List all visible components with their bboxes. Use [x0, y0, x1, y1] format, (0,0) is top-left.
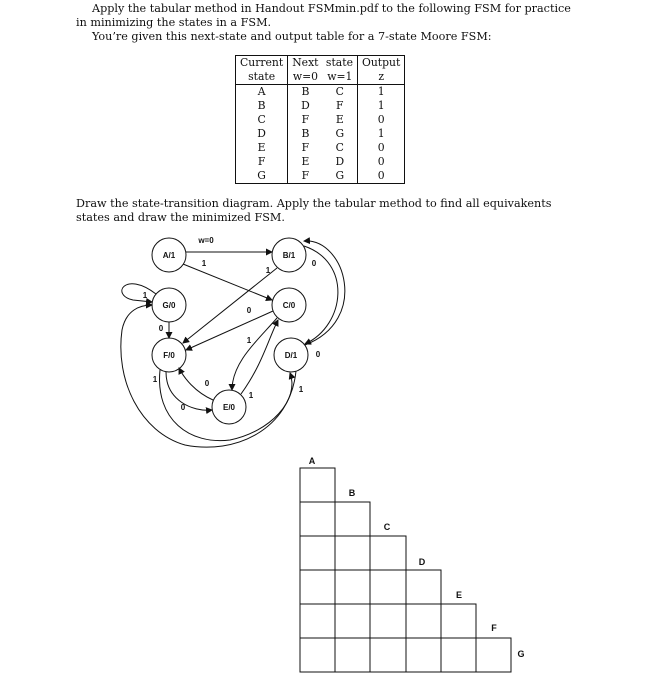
edge-label: 0 — [246, 306, 252, 315]
grid-label-g: G — [517, 649, 525, 659]
edge-label: 0 — [158, 324, 164, 333]
header-state: state — [236, 70, 288, 85]
grid-label-f: F — [491, 623, 497, 633]
edge-label: 1 — [248, 391, 254, 400]
edge-b-d — [304, 246, 338, 344]
instruction-paragraph-2: You’re given this next-state and output table for a 7-state Moore FSM: — [92, 30, 492, 43]
edge-label: 1 — [142, 291, 148, 300]
state-a-label: A/1 — [162, 251, 176, 260]
header-w0: w=0 — [292, 70, 318, 83]
edge-b-f — [183, 268, 277, 343]
edge-a-c — [183, 264, 272, 300]
table-row: E F C 0 — [236, 141, 405, 155]
state-d-label: D/1 — [284, 351, 298, 360]
state-b-label: B/1 — [282, 251, 296, 260]
grid-label-c: C — [383, 522, 391, 532]
instruction-paragraph-3: Draw the state-transition diagram. Apply the tabular method to find all equivakents states and draw the minimized FSM. — [76, 197, 552, 224]
table-row: A B C 1 — [236, 85, 405, 100]
header-next-state: Next state — [288, 56, 358, 71]
edge-e-c — [241, 320, 278, 394]
state-diagram — [121, 238, 345, 447]
edge-g-g — [122, 284, 156, 302]
grid-label-e: E — [455, 590, 463, 600]
header-output: Output — [357, 56, 404, 71]
edge-label: 1 — [246, 336, 252, 345]
header-current: Current — [236, 56, 288, 71]
edge-label: 1 — [152, 375, 158, 384]
edge-f-e — [166, 372, 212, 410]
edge-label: 1 — [298, 385, 304, 394]
header-z: z — [357, 70, 404, 85]
table-row: G F G 0 — [236, 169, 405, 184]
edge-label: 0 — [204, 379, 210, 388]
state-c-label: C/0 — [282, 301, 296, 310]
state-f-label: F/0 — [163, 351, 175, 360]
grid-label-a: A — [308, 456, 316, 466]
table-row: B D F 1 — [236, 99, 405, 113]
state-e-label: E/0 — [222, 403, 236, 412]
edge-label: 0 — [311, 259, 317, 268]
edge-c-e — [232, 318, 277, 390]
grid-label-d: D — [418, 557, 426, 567]
edge-label: 0 — [180, 403, 186, 412]
edge-label: w=0 — [198, 236, 214, 245]
instruction-paragraph-1: Apply the tabular method in Handout FSMmin.pdf to the following FSM for practice in minimizing the states in a FSM. — [76, 2, 571, 29]
table-row: D B G 1 — [236, 127, 405, 141]
edge-label: 1 — [201, 259, 207, 268]
state-labels — [163, 251, 298, 412]
edge-label: 0 — [315, 350, 321, 359]
grid-label-b: B — [348, 488, 356, 498]
header-w1: w=1 — [323, 70, 358, 85]
implication-table-labels — [309, 456, 525, 659]
implication-table — [300, 468, 511, 672]
state-g-label: G/0 — [162, 301, 176, 310]
table-row: F E D 0 — [236, 155, 405, 169]
table-row: C F E 0 — [236, 113, 405, 127]
edge-label: 1 — [265, 266, 271, 275]
